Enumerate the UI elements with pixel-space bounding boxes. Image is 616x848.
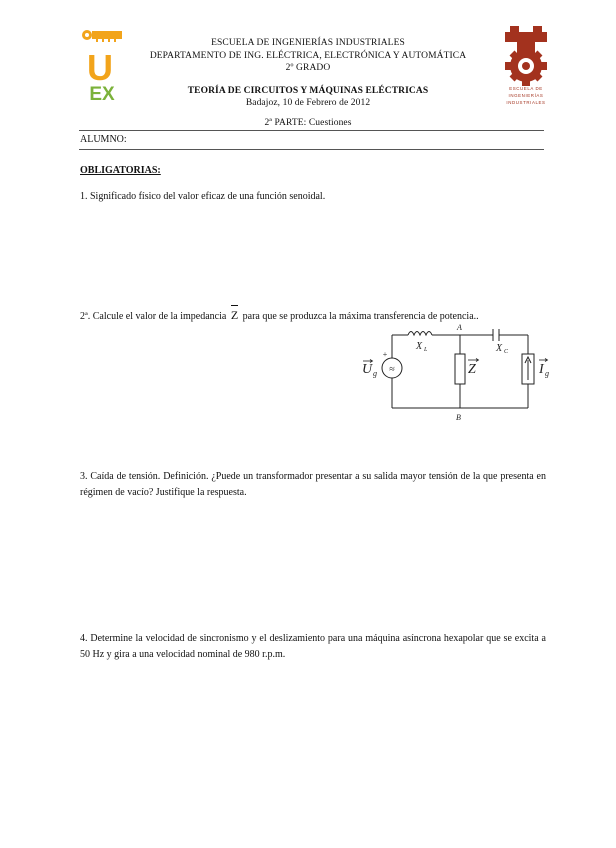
- svg-text:≈: ≈: [389, 364, 395, 375]
- svg-text:L: L: [424, 347, 428, 353]
- svg-text:C: C: [504, 349, 509, 355]
- course-title: TEORÍA DE CIRCUITOS Y MÁQUINAS ELÉCTRICAS: [187, 86, 429, 96]
- grade-label: 2º GRADO: [285, 63, 331, 73]
- svg-text:g: g: [545, 369, 549, 378]
- header-rule-bottom: [79, 149, 544, 150]
- section-title: OBLIGATORIAS:: [80, 165, 161, 176]
- impedance-box: [455, 354, 465, 384]
- node-b-label: B: [456, 413, 461, 422]
- ig-label: I: [539, 362, 544, 377]
- circuit-diagram: [356, 320, 556, 425]
- xl-label: X: [416, 341, 423, 352]
- logo-caption-line3: INDUSTRIALES: [506, 100, 546, 105]
- ug-label: U: [362, 362, 373, 377]
- question-1: 1. Significado físico del valor eficaz de una función senoidal.: [80, 191, 326, 202]
- student-label: ALUMNO:: [80, 134, 127, 145]
- logo-u-letter: U: [87, 47, 113, 88]
- place-date: Badajoz, 10 de Febrero de 2012: [245, 98, 371, 108]
- logo-caption-line1: ESCUELA DE: [509, 86, 543, 91]
- school-name: ESCUELA DE INGENIERÍAS INDUSTRIALES: [211, 38, 405, 48]
- part-label: 2ª PARTE: Cuestiones: [264, 118, 352, 128]
- department-name: DEPARTAMENTO DE ING. ELÉCTRICA, ELECTRÓNICA Y AUTOMÁTICA: [149, 51, 467, 61]
- logo-caption-line2: INGENIERÍAS: [508, 93, 544, 98]
- question-4: 4. Determine la velocidad de sincronismo y el deslizamiento para una máquina asíncrona hexapolar que se excita a 50 Hz y gira a una velocidad nominal de 980 r.p.m.: [80, 633, 546, 660]
- source-plus: +: [382, 350, 388, 359]
- impedance-symbol: Z: [231, 307, 238, 323]
- inductor-coil: [408, 332, 432, 336]
- question-2-prefix: 2ª. Calcule el valor de la impedancia: [80, 311, 227, 322]
- xc-label: X: [496, 343, 503, 354]
- question-3: 3. Caída de tensión. Definición. ¿Puede un transformador presentar a su salida mayor tensión de la que presenta en régimen de vacío? Justifique la respuesta.: [80, 471, 546, 498]
- logo-ex-text: EX: [89, 84, 115, 102]
- question-2-suffix: para que se produzca la máxima transferencia de potencia..: [242, 311, 479, 322]
- node-a-label: A: [457, 323, 462, 332]
- z-label: Z: [468, 362, 476, 377]
- svg-text:g: g: [373, 369, 377, 378]
- header-rule-top: [79, 130, 544, 131]
